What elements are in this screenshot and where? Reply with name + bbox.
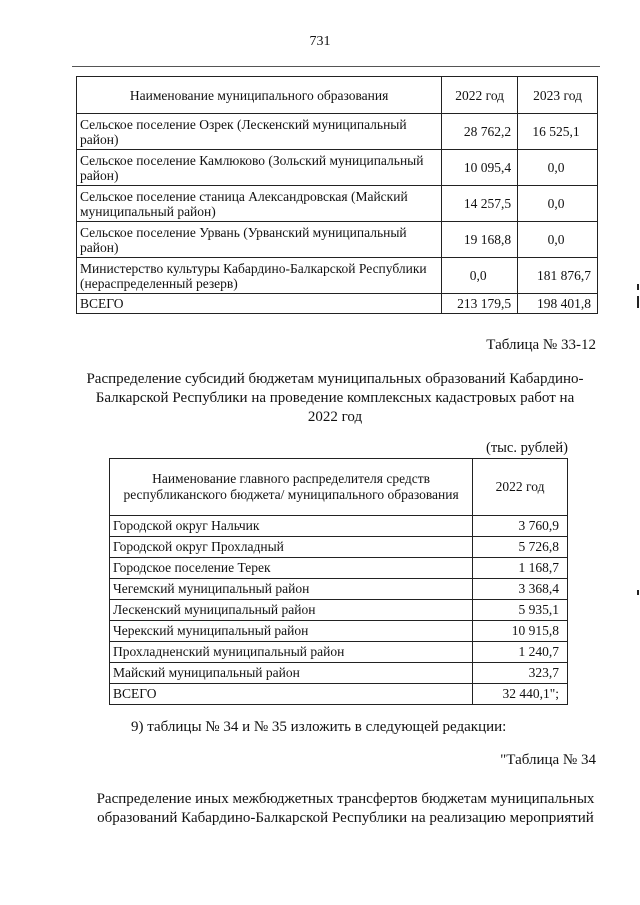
table-row: [77, 114, 598, 150]
units-label: (тыс. рублей): [486, 440, 568, 456]
municipality-name: Городское поселение Терек: [110, 558, 473, 579]
scan-edge-mark: [637, 284, 639, 290]
table-row: [110, 558, 568, 579]
subsidy-table-previous: [76, 76, 598, 314]
municipality-name: Сельское поселение Урвань (Урванский муниципальный район): [77, 222, 442, 258]
municipality-name: Черекский муниципальный район: [110, 621, 473, 642]
table34-label: "Таблица № 34: [500, 752, 596, 768]
amendment-paragraph: 9) таблицы № 34 и № 35 изложить в следующей редакции:: [131, 719, 507, 735]
header-2023: 2023 год: [518, 77, 598, 114]
total-2022: 32 440,1";: [473, 684, 568, 705]
table-caption: Распределение субсидий бюджетам муниципальных образований Кабардино-Балкарской Республики на проведение комплексных кадастровых работ на 2022 год: [86, 371, 584, 425]
scan-edge-mark: [637, 296, 639, 308]
table-row: [110, 516, 568, 537]
table-row: [110, 537, 568, 558]
value-2023: 0,0: [518, 150, 598, 186]
header-2022: 2022 год: [442, 77, 518, 114]
table-row: [110, 642, 568, 663]
table-row: [77, 186, 598, 222]
value-2023: 181 876,7: [518, 258, 598, 294]
municipality-name: Лескенский муниципальный район: [110, 600, 473, 621]
table-row: [110, 600, 568, 621]
header-rule: [72, 66, 600, 67]
value-2022: 1 168,7: [473, 558, 568, 579]
table-number-label: Таблица № 33-12: [486, 337, 596, 353]
table34-caption: Распределение иных межбюджетных трансфертов бюджетам муниципальных образований Кабардино-Балкарской Республики на реализацию мероприятий: [96, 791, 595, 826]
value-2023: 0,0: [518, 186, 598, 222]
municipality-name: Министерство культуры Кабардино-Балкарской Республики (нераспределенный резерв): [77, 258, 442, 294]
value-2022: 28 762,2: [442, 114, 518, 150]
municipality-name: Городской округ Прохладный: [110, 537, 473, 558]
municipality-name: Сельское поселение станица Александровская (Майский муниципальный район): [77, 186, 442, 222]
value-2022: 323,7: [473, 663, 568, 684]
value-2022: 14 257,5: [442, 186, 518, 222]
value-2023: 0,0: [518, 222, 598, 258]
municipality-name: Чегемский муниципальный район: [110, 579, 473, 600]
total-row: [77, 294, 598, 314]
value-2022: 3 368,4: [473, 579, 568, 600]
table-row: [77, 150, 598, 186]
header-2022: 2022 год: [473, 459, 568, 516]
value-2022: 5 935,1: [473, 600, 568, 621]
table-row: [110, 579, 568, 600]
municipality-name: Майский муниципальный район: [110, 663, 473, 684]
total-row: [110, 684, 568, 705]
table-row: [110, 621, 568, 642]
header-recipient: Наименование главного распределителя средств республиканского бюджета/ муниципального образования: [110, 459, 473, 516]
municipality-name: Прохладненский муниципальный район: [110, 642, 473, 663]
total-label: ВСЕГО: [77, 294, 442, 314]
municipality-name: Сельское поселение Камлюково (Зольский муниципальный район): [77, 150, 442, 186]
table-row: [77, 222, 598, 258]
total-2023: 198 401,8: [518, 294, 598, 314]
total-2022: 213 179,5: [442, 294, 518, 314]
cadastral-subsidy-table: [109, 458, 568, 705]
value-2022: 0,0: [442, 258, 518, 294]
value-2022: 1 240,7: [473, 642, 568, 663]
table-row: [110, 663, 568, 684]
municipality-name: Сельское поселение Озрек (Лескенский муниципальный район): [77, 114, 442, 150]
page-number: 731: [309, 34, 331, 49]
table-row: [77, 258, 598, 294]
scan-edge-mark: [637, 590, 639, 595]
value-2022: 10 915,8: [473, 621, 568, 642]
value-2022: 19 168,8: [442, 222, 518, 258]
total-label: ВСЕГО: [110, 684, 473, 705]
value-2023: 16 525,1: [518, 114, 598, 150]
header-municipality: Наименование муниципального образования: [77, 77, 442, 114]
value-2022: 3 760,9: [473, 516, 568, 537]
value-2022: 5 726,8: [473, 537, 568, 558]
value-2022: 10 095,4: [442, 150, 518, 186]
municipality-name: Городской округ Нальчик: [110, 516, 473, 537]
